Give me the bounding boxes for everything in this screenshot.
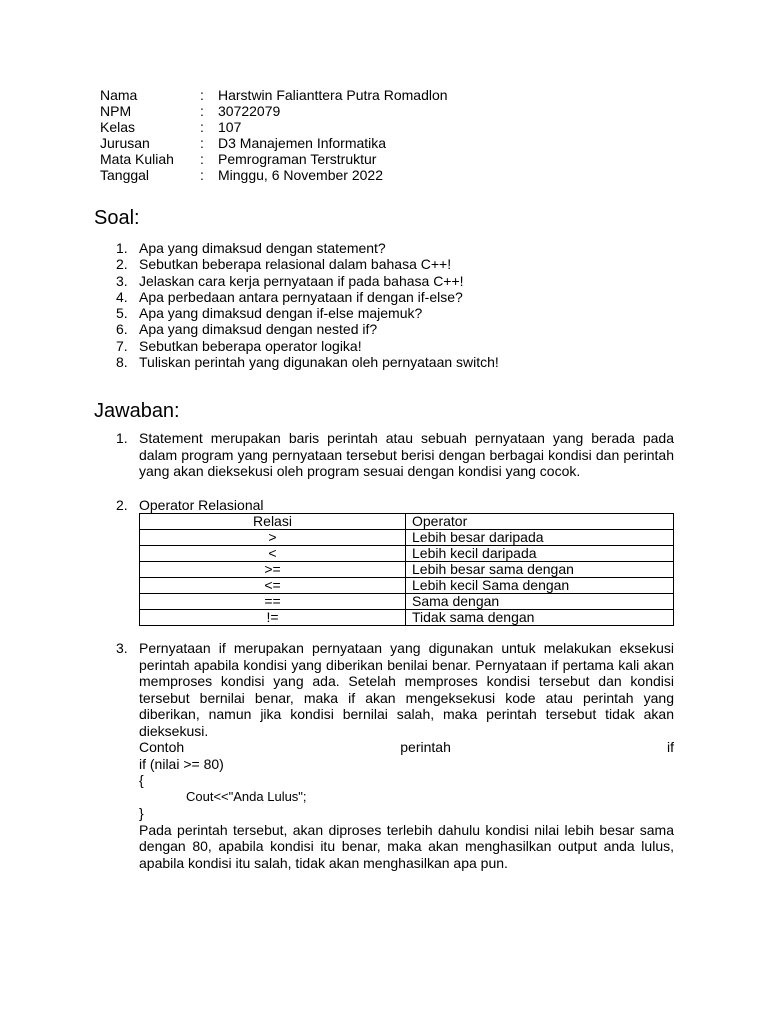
question-item (116, 240, 676, 256)
info-label: Tanggal (100, 167, 150, 184)
example-label: Contoh perintah if (139, 739, 674, 755)
question-text: Tuliskan perintah yang digunakan oleh pernyataan switch! (139, 354, 499, 371)
answer-1 (116, 430, 676, 480)
table-cell-operator: Lebih kecil Sama dengan (406, 578, 674, 594)
table-cell-operator: Tidak sama dengan (406, 610, 674, 626)
question-number: 6. (116, 321, 128, 338)
question-number: 4. (116, 288, 128, 305)
question-number: 7. (116, 337, 128, 354)
table-cell-operator: Sama dengan (406, 594, 674, 610)
jawaban-heading: Jawaban: (94, 400, 180, 422)
info-colon: : (200, 167, 204, 184)
info-value: Pemrograman Terstruktur (218, 151, 377, 168)
question-number: 3. (116, 272, 128, 289)
info-label: Mata Kuliah (100, 151, 174, 168)
table-row (140, 610, 674, 626)
question-text: Jelaskan cara kerja pernyataan if pada bahasa C++! (139, 272, 464, 289)
table-cell-relasi: >= (140, 562, 406, 578)
question-text: Apa yang dimaksud dengan nested if? (139, 321, 378, 338)
answer-paragraph: Pernyataan if merupakan pernyataan yang digunakan untuk melakukan eksekusi perintah apabila kondisi yang diberikan benilai benar. Pernyataan if pertama kali akan memproses kondisi yang ada. Setelah memproses kondisi tersebut dan kondisi tersebut bernilai benar, maka if akan mengeksekusi kode atau perintah yang diberikan, namun jika kondisi bernilai salah, maka perintah tersebut tidak akan dieksekusi. (139, 640, 674, 739)
answer-number: 2. (116, 497, 128, 513)
question-item (116, 273, 676, 289)
table-title: Operator Relasional (139, 497, 264, 513)
code-line: Cout<<"Anda Lulus"; (186, 788, 307, 804)
info-colon: : (200, 87, 204, 103)
answer-paragraph: Pada perintah tersebut, akan diproses terlebih dahulu kondisi nilai lebih besar sama dengan 80, apabila kondisi itu benar, maka akan menghasilkan output anda lulus, apabila kondisi itu salah, tidak akan menghasilkan apa pun. (139, 821, 674, 871)
answer-3 (116, 640, 676, 871)
answer-number: 3. (116, 640, 128, 656)
table-cell-operator: Lebih besar sama dengan (406, 562, 674, 578)
info-label: Kelas (100, 119, 136, 136)
answer-2 (116, 497, 676, 626)
question-number: 2. (116, 256, 128, 273)
code-line: } (139, 805, 144, 821)
table-row (140, 562, 674, 578)
info-label: Jurusan (100, 135, 150, 152)
info-row-tanggal (100, 167, 448, 183)
answer-body (139, 497, 674, 626)
info-row-nama (100, 87, 448, 103)
table-cell-relasi: < (140, 546, 406, 562)
info-value: Harstwin Falianttera Putra Romadlon (218, 87, 448, 103)
question-text: Apa yang dimaksud dengan statement? (139, 240, 386, 256)
question-item (116, 321, 676, 337)
info-colon: : (200, 103, 204, 120)
info-value: 30722079 (218, 103, 281, 120)
info-colon: : (200, 119, 204, 136)
table-row (140, 530, 674, 546)
table-cell-operator: Lebih kecil daripada (406, 546, 674, 562)
soal-heading: Soal: (94, 207, 140, 229)
code-line: if (nilai >= 80) (139, 755, 224, 772)
question-text: Sebutkan beberapa relasional dalam bahasa C++! (139, 256, 452, 273)
info-value: D3 Manajemen Informatika (218, 135, 387, 152)
info-row-mata-kuliah (100, 151, 448, 167)
answer-body (139, 640, 674, 871)
table-cell-relasi: > (140, 530, 406, 546)
answer-row (116, 497, 676, 626)
question-text: Sebutkan beberapa operator logika! (139, 337, 362, 354)
question-text: Apa yang dimaksud dengan if-else majemuk? (139, 305, 423, 322)
info-row-jurusan (100, 135, 448, 151)
info-row-npm (100, 103, 448, 119)
question-list (116, 240, 676, 370)
info-label: Nama (100, 87, 138, 103)
info-colon: : (200, 151, 204, 168)
table-row (140, 546, 674, 562)
question-item (116, 338, 676, 354)
question-text: Apa perbedaan antara pernyataan if dengan if-else? (139, 288, 463, 305)
info-value: Minggu, 6 November 2022 (218, 167, 383, 184)
question-number: 8. (116, 354, 128, 371)
info-colon: : (200, 135, 204, 152)
question-number: 5. (116, 305, 128, 322)
table-row (140, 578, 674, 594)
question-item (116, 256, 676, 272)
question-item (116, 354, 676, 370)
table-header-relasi: Relasi (140, 514, 406, 530)
info-value: 107 (218, 119, 242, 136)
table-cell-relasi: == (140, 594, 406, 610)
question-item (116, 289, 676, 305)
info-row-kelas (100, 119, 448, 135)
table-cell-relasi: <= (140, 578, 406, 594)
answer-row (116, 430, 676, 480)
relational-operator-table (139, 513, 674, 626)
answer-row (116, 640, 676, 871)
answer-text: Statement merupakan baris perintah atau sebuah pernyataan yang berada pada dalam program yang pernyataan tersebut berisi dengan berbagai kondisi dan perintah yang akan dieksekusi oleh program sesuai dengan kondisi yang cocok. (139, 430, 674, 479)
code-line: { (139, 772, 144, 788)
table-header-row (140, 514, 674, 530)
question-item (116, 305, 676, 321)
info-label: NPM (100, 103, 132, 120)
answer-number: 1. (116, 430, 128, 446)
table-cell-relasi: != (140, 610, 406, 626)
question-number: 1. (116, 240, 128, 256)
table-row (140, 594, 674, 610)
student-info (100, 87, 448, 184)
table-cell-operator: Lebih besar daripada (406, 530, 674, 546)
table-header-operator: Operator (406, 514, 674, 530)
